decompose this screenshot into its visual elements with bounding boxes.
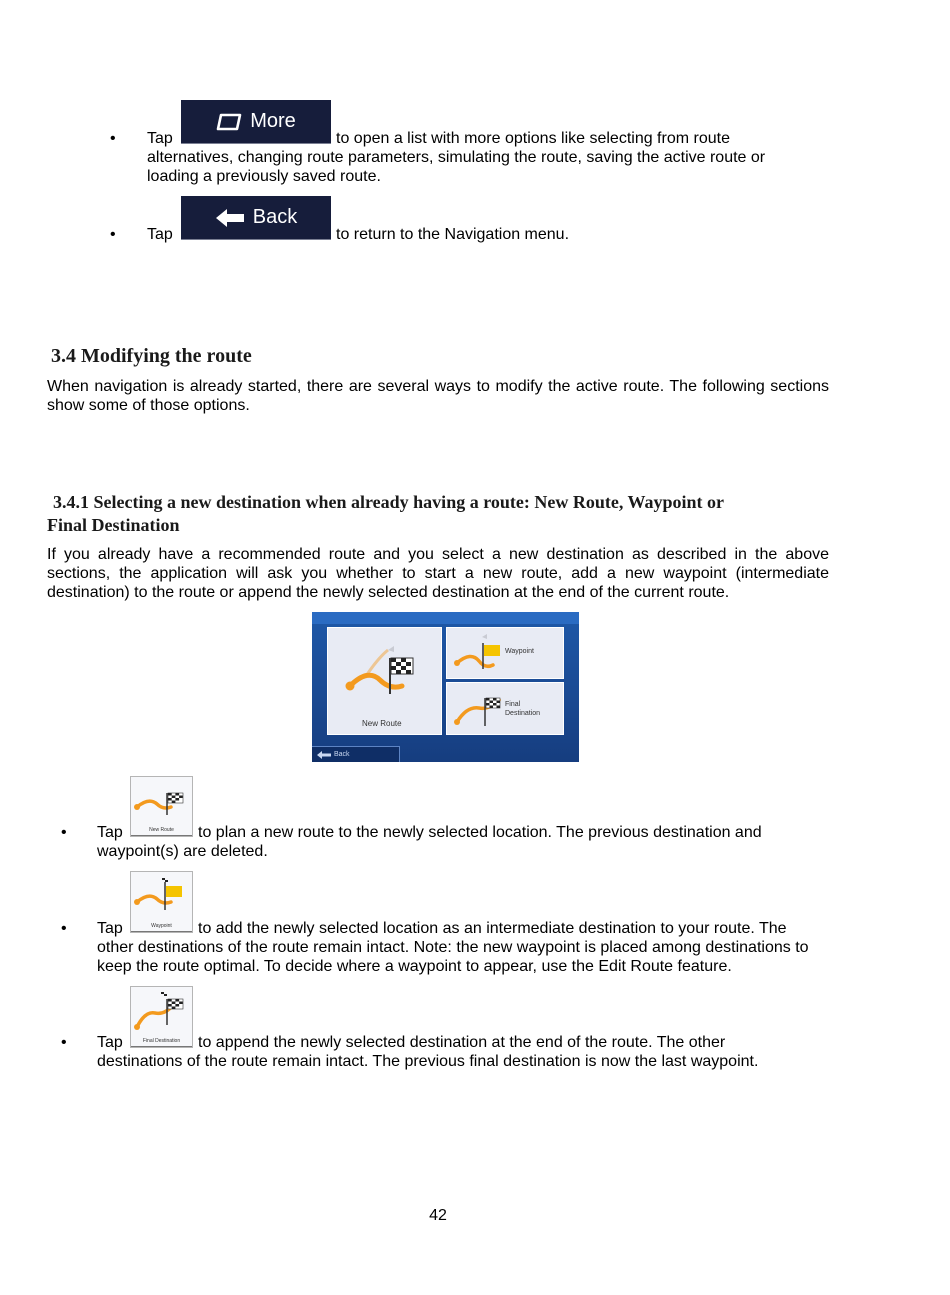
tap-word: Tap bbox=[97, 824, 123, 841]
bullet-dot: • bbox=[110, 226, 116, 243]
route-choice-screenshot bbox=[312, 612, 579, 762]
bullet-final-destination-text-rest: destinations of the route remain intact. The previous final destination is now the last waypoint. bbox=[97, 1053, 759, 1070]
back-button-label: Back bbox=[252, 206, 298, 228]
divider bbox=[131, 835, 192, 836]
bullet-dot: • bbox=[61, 1034, 67, 1051]
section-heading-3-4-1: 3.4.1 Selecting a new destination when already having a route: New Route, Waypoint or bbox=[53, 492, 725, 512]
bullet-more-text: to open a list with more options like selecting from route bbox=[336, 130, 730, 147]
final-destination-card[interactable] bbox=[446, 682, 564, 735]
bullet-waypoint-text: to add the newly selected location as an intermediate destination to your route. The bbox=[198, 920, 787, 937]
section-3-4-1-body: If you already have a recommended route and you select a new destination as described in the above sections, the application will ask you whether to start a new route, add a new waypoint (intermediate destination) to the route or append the newly selected destination at the end of the current route. bbox=[47, 546, 829, 601]
back-arrow-icon bbox=[317, 751, 331, 759]
new-route-card[interactable] bbox=[327, 627, 442, 735]
back-arrow-icon bbox=[215, 208, 245, 228]
back-button[interactable] bbox=[181, 196, 331, 240]
waypoint-label: Waypoint bbox=[505, 648, 534, 655]
section-heading-3-4-1-cont: Final Destination bbox=[47, 515, 180, 535]
final-destination-icon bbox=[131, 987, 193, 1037]
divider bbox=[131, 931, 192, 932]
bullet-final-destination-text: to append the newly selected destination at the end of the route. The other bbox=[198, 1034, 726, 1051]
new-route-icon bbox=[328, 628, 441, 718]
tap-word: Tap bbox=[97, 920, 123, 937]
final-destination-caption: Final Destination bbox=[142, 1038, 181, 1044]
divider bbox=[131, 1046, 192, 1047]
tap-word: Tap bbox=[147, 226, 173, 243]
final-destination-label-2: Destination bbox=[505, 710, 541, 717]
tap-word: Tap bbox=[97, 1034, 123, 1051]
more-button-label: More bbox=[250, 110, 296, 132]
waypoint-icon bbox=[131, 872, 193, 922]
new-route-icon bbox=[131, 777, 193, 827]
waypoint-caption: Waypoint bbox=[151, 923, 172, 929]
tap-word: Tap bbox=[147, 130, 173, 147]
final-destination-button[interactable] bbox=[130, 986, 193, 1048]
waypoint-card[interactable] bbox=[446, 627, 564, 679]
page-number: 42 bbox=[429, 1207, 447, 1224]
bullet-dot: • bbox=[61, 824, 67, 841]
bullet-dot: • bbox=[61, 920, 67, 937]
bullet-dot: • bbox=[110, 130, 116, 147]
more-button[interactable] bbox=[181, 100, 331, 144]
screenshot-back-label: Back bbox=[334, 751, 350, 758]
status-bar bbox=[312, 612, 579, 624]
section-heading-3-4: 3.4 Modifying the route bbox=[51, 345, 252, 367]
bullet-waypoint-text-rest: other destinations of the route remain intact. Note: the new waypoint is placed among destinations to keep the route optimal. To decide where a waypoint to appear, use the Edit Route feature. bbox=[97, 939, 809, 975]
screenshot-back-button[interactable] bbox=[312, 746, 400, 762]
final-destination-label-1: Final bbox=[505, 701, 521, 708]
more-icon bbox=[216, 113, 242, 131]
bullet-more-text-rest: alternatives, changing route parameters, simulating the route, saving the active route or loading a previously saved route. bbox=[147, 149, 766, 185]
new-route-caption: New Route bbox=[149, 827, 174, 833]
waypoint-button[interactable] bbox=[130, 871, 193, 933]
final-destination-icon bbox=[449, 684, 509, 734]
new-route-button[interactable] bbox=[130, 776, 193, 837]
section-3-4-body: When navigation is already started, there are several ways to modify the active route. The following sections show some of those options. bbox=[47, 378, 829, 414]
new-route-label: New Route bbox=[362, 719, 402, 728]
bullet-back-text: to return to the Navigation menu. bbox=[336, 226, 570, 243]
waypoint-icon bbox=[449, 629, 509, 679]
bullet-new-route-text-rest: waypoint(s) are deleted. bbox=[97, 843, 268, 860]
bullet-new-route-text: to plan a new route to the newly selected location. The previous destination and bbox=[198, 824, 762, 841]
